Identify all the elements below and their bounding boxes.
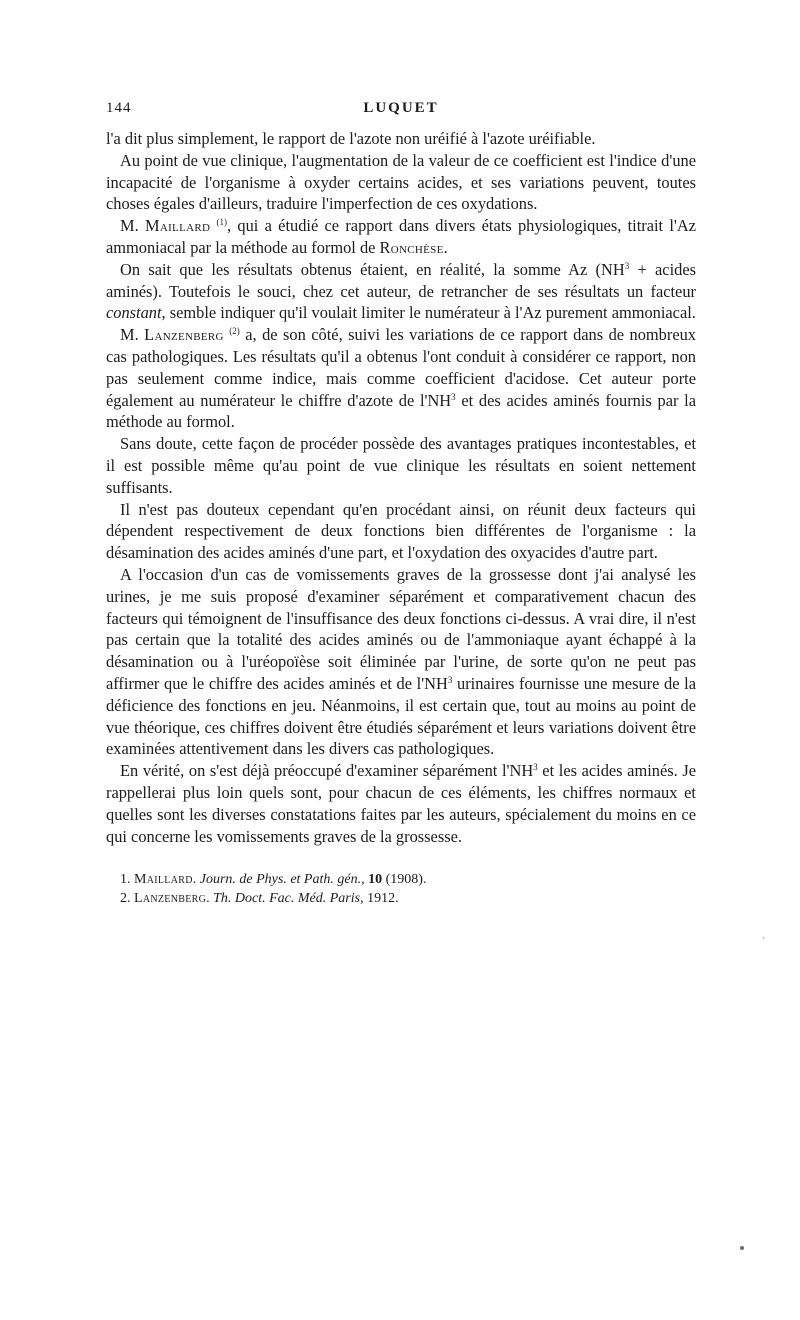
superscript: 3 <box>451 391 456 402</box>
text-run: (1908). <box>382 872 427 888</box>
footnote-2 <box>106 890 696 909</box>
paragraph-2: Au point de vue clinique, l'augmentation de la valeur de ce coefficient est l'indice d'une incapacité de l'organisme à oxyder certains acides, et ses variations peuvent, toutes choses égales d'ailleurs, traduire l'imperfection de ces oxydations. <box>106 150 696 214</box>
text-run: + acides aminés). Toutefois le souci, chez cet auteur, de retrancher de ses résultats un facteur <box>106 259 696 301</box>
ink-dot-mark <box>740 1246 744 1250</box>
page-number: 144 <box>106 100 132 116</box>
author-name-maillard: Maillard <box>144 216 211 236</box>
body-text <box>106 128 696 847</box>
author-name-lanzenberg: Lanzenberg <box>144 325 224 345</box>
footnote-number: 2. <box>120 890 134 906</box>
paragraph-4 <box>106 259 696 324</box>
paragraph-3 <box>106 215 696 259</box>
running-title: LUQUET <box>363 100 439 116</box>
running-head <box>106 100 696 126</box>
footnote-author: Lanzenberg <box>134 890 207 906</box>
text-run: urinaires fournisse une mesure de la déficience des fonctions en jeu. Néanmoins, il est certain que, tout au moins au point de vue théorique, ces chiffres doivent être étudiés séparément et leurs variations doivent être examinées attentivement dans les divers cas pathologiques. <box>106 673 696 759</box>
text-run: M. <box>120 325 145 345</box>
superscript: 3 <box>624 260 630 271</box>
ink-speck-mark: ’ <box>762 936 766 947</box>
footnote-ref-1[interactable]: (1) <box>216 217 228 228</box>
text-run: On sait que les résultats obtenus étaient, en réalité, la somme Az (NH <box>120 259 625 279</box>
footnote-number: 1. <box>120 872 134 888</box>
text-run: , <box>361 872 369 888</box>
paragraph-7: Il n'est pas douteux cependant qu'en procédant ainsi, on réunit deux facteurs qui dépendent respectivement de deux fonctions bien différentes de l'organisme : la désamination des acides aminés d'une part, et l'oxydation des oxyacides d'autre part. <box>106 499 696 563</box>
paragraph-9 <box>106 760 696 847</box>
paragraph-1: l'a dit plus simplement, le rapport de l'azote non uréifié à l'azote uréifiable. <box>106 129 596 148</box>
paragraph-5 <box>106 324 696 433</box>
emphasis: constant <box>106 303 162 323</box>
text-run: , semble indiquer qu'il voulait limiter le numérateur à l'Az purement ammoniacal. <box>161 303 696 323</box>
paragraph-8 <box>106 564 696 760</box>
text-run: , qui a étudié ce rapport dans divers états physiologiques, titrait l'Az ammoniacal par la méthode au formol de <box>106 216 696 257</box>
text-run: , 1912. <box>360 890 399 906</box>
footnotes <box>106 871 696 908</box>
footnote-volume: 10 <box>368 872 383 888</box>
footnote-source: Th. Doct. Fac. Méd. Paris <box>213 890 361 906</box>
text-run: M. <box>120 216 145 236</box>
text-run: et des acides aminés fournis par la méthode au formol. <box>106 390 696 432</box>
text-run: a, de son côté, suivi les variations de ce rapport dans de nombreux cas pathologiques. Les résultats qu'il a obtenus l'ont conduit à considérer ce rapport, non pas seulement comme indice, mais comme coefficient d'acidose. Cet auteur porte également au numérateur le chiffre d'azote de l'NH <box>106 325 696 410</box>
text-run: . <box>192 872 200 888</box>
footnote-author: Maillard <box>134 872 193 888</box>
text-run: . <box>443 237 448 257</box>
footnote-ref-2[interactable]: (2) <box>229 326 240 337</box>
superscript: 3 <box>533 762 538 773</box>
footnote-1 <box>106 871 696 890</box>
text-run: et les acides aminés. Je rappellerai plus loin quels sont, pour chacun de ces éléments, les chiffres normaux et quelles sont les diverses constatations faites par les auteurs, spécialement du moins en ce qui concerne les vomissements graves de la grossesse. <box>106 761 696 846</box>
superscript: 3 <box>447 674 453 685</box>
text-run: A l'occasion d'un cas de vomissements graves de la grossesse dont j'ai analysé les urines, je me suis proposé d'examiner séparément et comparativement chacun des facteurs qui témoignent de l'insuffisance des deux fonctions ci-dessus. A vrai dire, il n'est pas certain que la totalité des acides aminés ou de l'ammoniaque ayant échappé à la désamination ou à l'uréopoïèse soit éliminée par l'urine, de sorte qu'on ne peut pas affirmer que le chiffre des acides aminés et de l'NH <box>106 564 696 693</box>
text-run: En vérité, on s'est déjà préoccupé d'examiner séparément l'NH <box>120 761 534 781</box>
text-run: . <box>206 890 214 906</box>
author-name-ronchese: Ronchèse <box>379 237 444 257</box>
paragraph-6: Sans doute, cette façon de procéder possède des avantages pratiques incontestables, et il est possible même qu'au point de vue clinique les résultats en soient nettement suffisants. <box>106 434 696 497</box>
footnote-source: Journ. de Phys. et Path. gén. <box>199 872 362 888</box>
book-page <box>106 100 696 908</box>
